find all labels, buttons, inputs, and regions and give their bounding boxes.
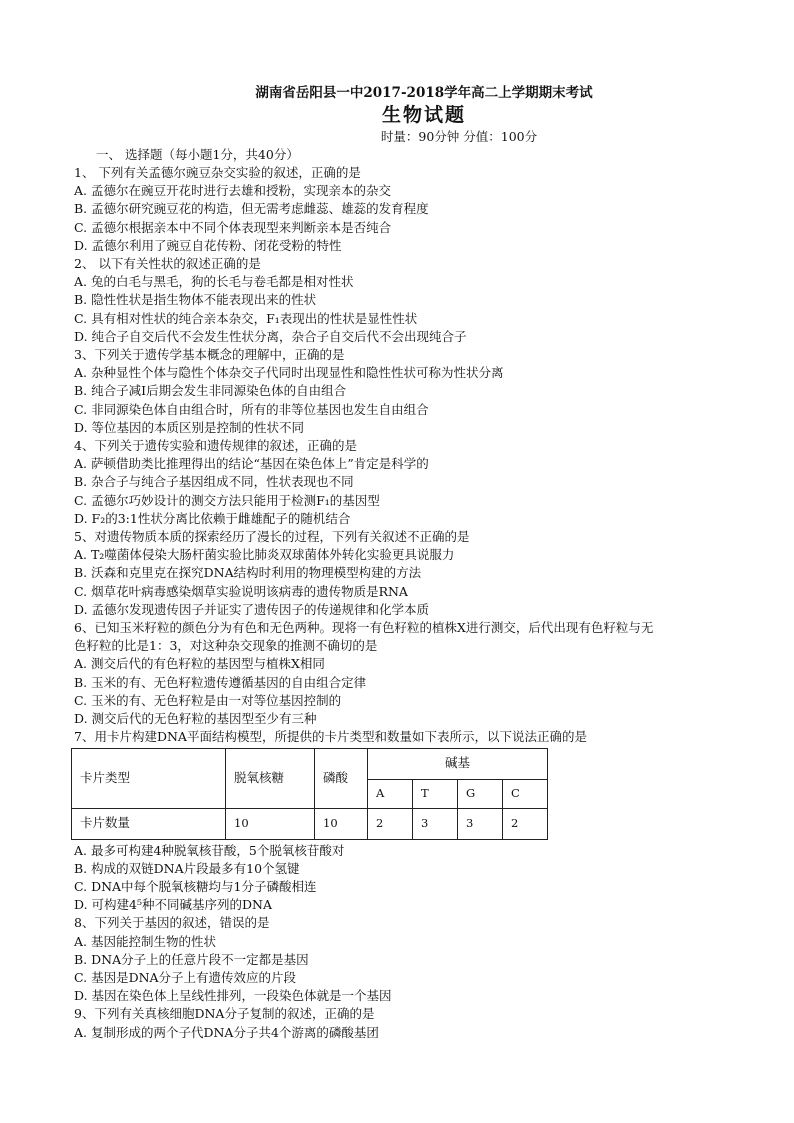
option-a: A. 杂种显性个体与隐性个体杂交子代同时出现显性和隐性性状可称为性状分离 [74,365,504,381]
option-d: D. F₂的3:1性状分离比依赖于雌雄配子的随机结合 [74,510,351,526]
option-c: C. 基因是DNA分子上有遗传效应的片段 [74,969,297,985]
option-d: D. 纯合子自交后代不会发生性状分离，杂合子自交后代不会出现纯合子 [74,328,467,344]
exam-meta: 时量：90分钟 分值：100分 [380,129,538,144]
question-7 [74,728,734,914]
question-stem: 8、下列关于基因的叙述，错误的是 [74,915,270,931]
exam-page [74,84,734,1042]
option-a: A. 复制形成的两个子代DNA分子共4个游离的磷酸基团 [74,1024,379,1040]
option-a: A. T₂噬菌体侵染大肠杆菌实验比肺炎双球菌体外转化实验更具说服力 [74,547,455,563]
option-b: B. 隐性性状是指生物体不能表现出来的性状 [74,292,317,308]
option-c: C. 烟草花叶病毒感染烟草实验说明该病毒的遗传物质是RNA [74,583,408,599]
question-stem: 9、下列有关真核细胞DNA分子复制的叙述，正确的是 [74,1006,375,1022]
option-c: C. 孟德尔根据亲本中不同个体表现型来判断亲本是否纯合 [74,219,392,235]
table-cell-phosphate: 10 [315,808,368,839]
option-d: D. 测交后代的无色籽粒的基因型至少有三种 [74,711,317,727]
option-c: C. 玉米的有、无色籽粒是由一对等位基因控制的 [74,692,342,708]
table-header-sugar: 脱氧核糖 [226,748,315,808]
option-d: D. 孟德尔利用了豌豆自花传粉、闭花受粉的特性 [74,237,342,253]
table-header-phosphate: 磷酸 [315,748,368,808]
option-a: A. 最多可构建4种脱氧核苷酸，5个脱氧核苷酸对 [74,842,345,858]
option-b: B. 孟德尔研究豌豆花的构造，但无需考虑雌蕊、雄蕊的发育程度 [74,201,429,217]
table-header-base: 碱基 [368,748,548,779]
table-header-base-c: C [503,779,548,808]
question-9 [74,1005,734,1041]
option-b: B. 沃森和克里克在探究DNA结构时利用的物理模型构建的方法 [74,565,422,581]
option-c: C. 具有相对性状的纯合亲本杂交，F₁表现出的性状是显性性状 [74,310,418,326]
option-b: B. 纯合子减Ⅰ后期会发生非同源染色体的自由组合 [74,383,347,399]
table-cell-sugar: 10 [226,808,315,839]
option-a: A. 孟德尔在豌豆开花时进行去雄和授粉，实现亲本的杂交 [74,183,391,199]
card-table [71,748,548,840]
question-stem: 4、下列关于遗传实验和遗传规律的叙述，正确的是 [74,438,357,454]
option-b: B. 杂合子与纯合子基因组成不同，性状表现也不同 [74,474,354,490]
option-a: A. 兔的白毛与黑毛，狗的长毛与卷毛都是相对性状 [74,274,354,290]
option-d: D. 孟德尔发现遗传因子并证实了遗传因子的传递规律和化学本质 [74,601,430,617]
option-d: D. 等位基因的本质区别是控制的性状不同 [74,419,305,435]
question-8 [74,914,734,1005]
question-stem: 2、 以下有关性状的叙述正确的是 [74,256,261,272]
table-header-base-t: T [413,779,458,808]
option-d: D. 基因在染色体上呈线性排列，一段染色体就是一个基因 [74,988,392,1004]
table-header-card-type: 卡片类型 [72,748,226,808]
exam-title: 湖南省岳阳县一中2017-2018学年高二上学期期末考试 [255,85,593,101]
question-stem-continued: 色籽粒的比是1：3，对这种杂交现象的推测不确切的是 [74,638,378,654]
option-a: A. 基因能控制生物的性状 [74,933,216,949]
question-1 [74,164,734,255]
table-cell-base-g: 3 [458,808,503,839]
option-c: C. DNA中每个脱氧核糖均与1分子磷酸相连 [74,878,317,894]
section-heading: 一、 选择题（每小题1分，共40分） [96,147,299,162]
table-row-label: 卡片数量 [72,808,226,839]
option-b: B. 构成的双链DNA片段最多有10个氢键 [74,860,300,876]
table-cell-base-a: 2 [368,808,413,839]
subject-title: 生物试题 [381,104,466,126]
question-2 [74,255,734,346]
option-b: B. 玉米的有、无色籽粒遗传遵循基因的自由组合定律 [74,674,367,690]
question-6 [74,619,734,728]
table-cell-base-t: 3 [413,808,458,839]
option-a: A. 萨顿借助类比推理得出的结论“基因在染色体上”肯定是科学的 [74,456,429,472]
question-stem: 6、已知玉米籽粒的颜色分为有色和无色两种。现将一有色籽粒的植株X进行测交，后代出现有色籽粒与无 [74,620,654,636]
option-b: B. DNA分子上的任意片段不一定都是基因 [74,951,309,967]
option-c: C. 孟德尔巧妙设计的测交方法只能用于检测F₁的基因型 [74,492,380,508]
option-c: C. 非同源染色体自由组合时，所有的非等位基因也发生自由组合 [74,401,429,417]
table-header-base-a: A [368,779,413,808]
question-3 [74,346,734,437]
question-stem: 1、 下列有关孟德尔豌豆杂交实验的叙述，正确的是 [74,165,361,180]
question-4 [74,437,734,528]
question-stem: 7、用卡片构建DNA平面结构模型，所提供的卡片类型和数量如下表所示，以下说法正确的是 [74,729,587,745]
option-d: D. 可构建4⁵种不同碱基序列的DNA [74,897,272,913]
option-a: A. 测交后代的有色籽粒的基因型与植株X相同 [74,656,325,672]
question-stem: 3、下列关于遗传学基本概念的理解中，正确的是 [74,347,345,363]
table-header-base-g: G [458,779,503,808]
question-5 [74,528,734,619]
question-stem: 5、对遗传物质本质的探索经历了漫长的过程，下列有关叙述不正确的是 [74,529,470,545]
table-cell-base-c: 2 [503,808,548,839]
